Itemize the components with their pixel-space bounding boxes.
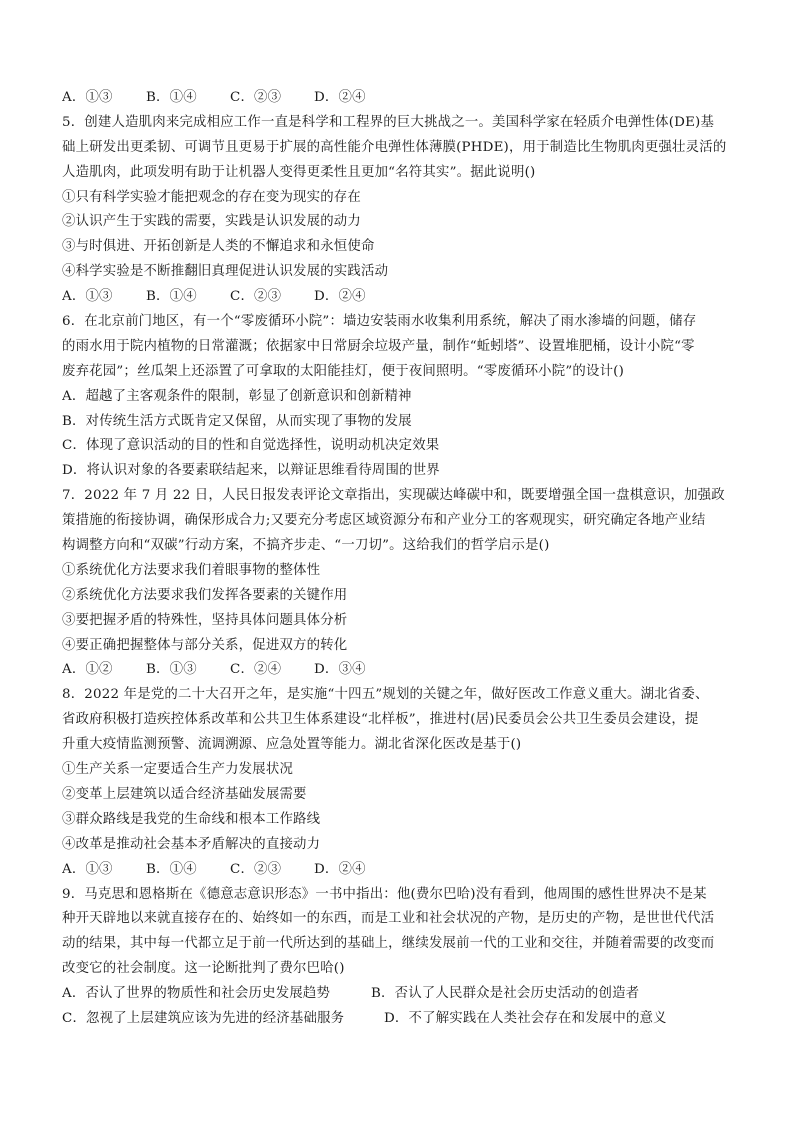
q8-options (62, 858, 734, 883)
q7-stem-line: 7．2022 年 7 月 22 日，人民日报发表评论文章指出，实现碳达峰碳中和，既要增强全国一盘棋意识，加强政 (62, 488, 725, 504)
q7-stem-line: 构调整方向和“双碳”行动方案，不搞齐步走、“一刀切”。这给我们的哲学启示是() (62, 538, 550, 554)
q9-stem-line: 动的结果，其中每一代都立足于前一代所达到的基础上，继续发展前一代的工业和交往，并随着需要的改变而 (62, 936, 715, 952)
q7-statement-4: ④要正确把握整体与部分关系，促进双方的转化 (62, 637, 348, 653)
q5-option-d: D．②④ (314, 289, 366, 305)
q9-option-b: B．否认了人民群众是社会历史活动的创造者 (371, 986, 640, 1002)
exam-page (62, 86, 734, 1032)
q8-statement-1: ①生产关系一定要适合生产力发展状况 (62, 762, 294, 778)
q8-option-b: B．①④ (146, 861, 197, 877)
q5-statement-4: ④科学实验是不断推翻旧真理促进认识发展的实践活动 (62, 264, 389, 280)
q5-stem-line: 人造肌肉，此项发明有助于让机器人变得更柔性且更加“名符其实”。据此说明() (62, 164, 536, 180)
q9-option-a: A．否认了世界的物质性和社会历史发展趋势 (62, 986, 331, 1002)
q4-option-a: A．①③ (62, 90, 113, 105)
q9-option-c: C．忽视了上层建筑应该为先进的经济基础服务 (62, 1010, 345, 1026)
q8-statement-2: ②变革上层建筑以适合经济基础发展需要 (62, 786, 307, 802)
question-8 (62, 683, 734, 882)
q9-option-d: D．不了解实践在人类社会存在和发展中的意义 (384, 1010, 667, 1026)
q8-stem-line: 省政府积极打造疾控体系改革和公共卫生体系建设“北样板”，推进村(居)民委员会公共卫生委员会建设，提 (62, 712, 699, 728)
q4-option-c: C．②③ (230, 90, 282, 105)
q6-stem-line: 6．在北京前门地区，有一个“零废循环小院”：墙边安装雨水收集利用系统，解决了雨水渗墙的问题，储存 (62, 314, 697, 330)
q5-options (62, 285, 734, 310)
q6-stem-line: 废弃花园”；丝瓜架上还添置了可拿取的太阳能挂灯，便于夜间照明。“零废循环小院”的设计() (62, 363, 625, 379)
q6-stem-line: 的雨水用于院内植物的日常灌溉；依据家中日常厨余垃圾产量，制作“蚯蚓塔”、设置堆肥桶，设计小院“零 (62, 338, 695, 354)
q5-stem-line: 5．创建人造肌肉来完成相应工作一直是科学和工程界的巨大挑战之一。美国科学家在轻质介电弹性体(DE)基 (62, 114, 715, 130)
q8-statement-4: ④改革是推动社会基本矛盾解决的直接动力 (62, 836, 321, 852)
q7-statement-3: ③要把握矛盾的特殊性，坚持具体问题具体分析 (62, 612, 348, 628)
q7-option-d: D．③④ (314, 662, 366, 678)
q7-statement-2: ②系统优化方法要求我们发挥各要素的关键作用 (62, 587, 348, 603)
q5-option-a: A．①③ (62, 289, 113, 305)
q7-options (62, 658, 734, 683)
q9-stem-line: 9．马克思和恩格斯在《德意志意识形态》一书中指出：他(费尔巴哈)没有看到，他周围的感性世界决不是某 (62, 886, 707, 902)
q6-option-c: C．体现了意识活动的目的性和自觉选择性，说明动机决定效果 (62, 438, 440, 454)
q9-stem-line: 改变它的社会制度。这一论断批判了费尔巴哈() (62, 961, 345, 977)
q5-statement-1: ①只有科学实验才能把观念的存在变为现实的存在 (62, 189, 361, 205)
q7-statement-1: ①系统优化方法要求我们着眼事物的整体性 (62, 562, 321, 578)
q7-stem-line: 策措施的衔接协调，确保形成合力;又要充分考虑区域资源分布和产业分工的客观现实，研究确定各地产业结 (62, 513, 706, 529)
q8-option-d: D．②④ (314, 861, 366, 877)
q9-stem-line: 种开天辟地以来就直接存在的、始终如一的东西，而是工业和社会状况的产物，是历史的产物，是世世代代活 (62, 911, 715, 927)
q6-option-d: D．将认识对象的各要素联结起来，以辩证思维看待周围的世界 (62, 463, 440, 479)
q8-stem-line: 8．2022 年是党的二十大召开之年，是实施“十四五”规划的关键之年，做好医改工作意义重大。湖北省委、 (62, 687, 709, 703)
q8-statement-3: ③群众路线是我党的生命线和根本工作路线 (62, 811, 321, 827)
question-9 (62, 883, 734, 1032)
q8-option-a: A．①③ (62, 861, 113, 877)
q4-options (62, 86, 734, 111)
q5-option-c: C．②③ (230, 289, 282, 305)
question-5 (62, 111, 734, 310)
q7-option-c: C．②④ (230, 662, 282, 678)
q6-option-a: A．超越了主客观条件的限制，彰显了创新意识和创新精神 (62, 388, 412, 404)
q8-stem-line: 升重大疫情监测预警、流调溯源、应急处置等能力。湖北省深化医改是基于() (62, 737, 522, 753)
q8-option-c: C．②③ (230, 861, 282, 877)
q5-statement-2: ②认识产生于实践的需要，实践是认识发展的动力 (62, 214, 361, 230)
q4-option-b: B．①④ (146, 90, 197, 105)
q9-options-row-1 (62, 982, 734, 1007)
q6-option-b: B．对传统生活方式既肯定又保留，从而实现了事物的发展 (62, 413, 412, 429)
question-7 (62, 484, 734, 683)
q9-options-row-2 (62, 1007, 734, 1032)
q7-option-b: B．①③ (146, 662, 197, 678)
q7-option-a: A．①② (62, 662, 113, 678)
q5-statement-3: ③与时俱进、开拓创新是人类的不懈追求和永恒使命 (62, 239, 375, 255)
q4-option-d: D．②④ (314, 90, 366, 105)
question-6 (62, 310, 734, 484)
q5-option-b: B．①④ (146, 289, 197, 305)
q5-stem-line: 础上研发出更柔韧、可调节且更易于扩展的高性能介电弹性体薄膜(PHDE)，用于制造比生物肌肉更强壮灵活的 (62, 139, 727, 155)
